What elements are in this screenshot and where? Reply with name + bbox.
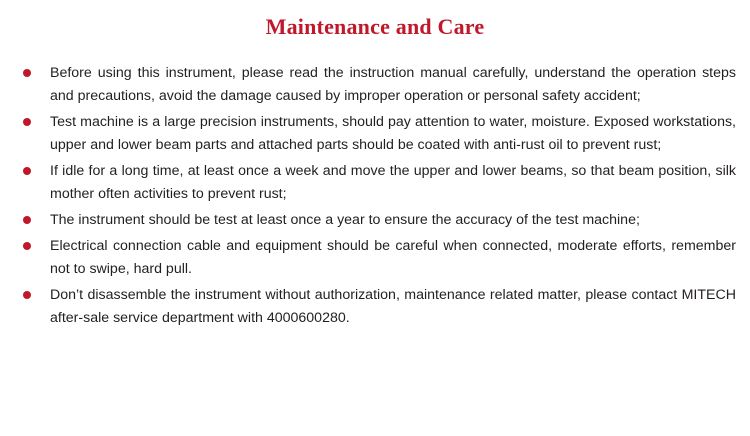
list-item-text: Electrical connection cable and equipment should be careful when connected, moderate efforts, remember not to swipe, hard pull. <box>50 238 736 277</box>
list-item <box>14 209 736 232</box>
bullet-dot-icon <box>23 291 31 299</box>
bullet-dot-icon <box>23 118 31 126</box>
list-item <box>14 284 736 330</box>
bullet-dot-icon <box>23 167 31 175</box>
list-item <box>14 160 736 206</box>
bullet-dot-icon <box>23 69 31 77</box>
list-item-text: If idle for a long time, at least once a week and move the upper and lower beams, so that beam position, silk mother often activities to prevent rust; <box>50 163 736 202</box>
list-item-text: Don’t disassemble the instrument without authorization, maintenance related matter, please contact MITECH after-sale service department with 4000600280. <box>50 287 736 326</box>
list-item-text: Before using this instrument, please read the instruction manual carefully, understand the operation steps and precautions, avoid the damage caused by improper operation or personal safety accident; <box>50 65 736 104</box>
list-item <box>14 111 736 157</box>
bullet-dot-icon <box>23 242 31 250</box>
list-item <box>14 235 736 281</box>
list-item-text: Test machine is a large precision instruments, should pay attention to water, moisture. Exposed workstations, upper and lower beam parts and attached parts should be coated with anti-rust oil to prevent rust; <box>50 114 736 153</box>
list-item <box>14 62 736 108</box>
document-page <box>0 14 750 436</box>
list-item-text: The instrument should be test at least once a year to ensure the accuracy of the test machine; <box>50 212 640 228</box>
maintenance-bullet-list <box>0 62 750 330</box>
bullet-dot-icon <box>23 216 31 224</box>
page-title: Maintenance and Care <box>265 14 485 39</box>
